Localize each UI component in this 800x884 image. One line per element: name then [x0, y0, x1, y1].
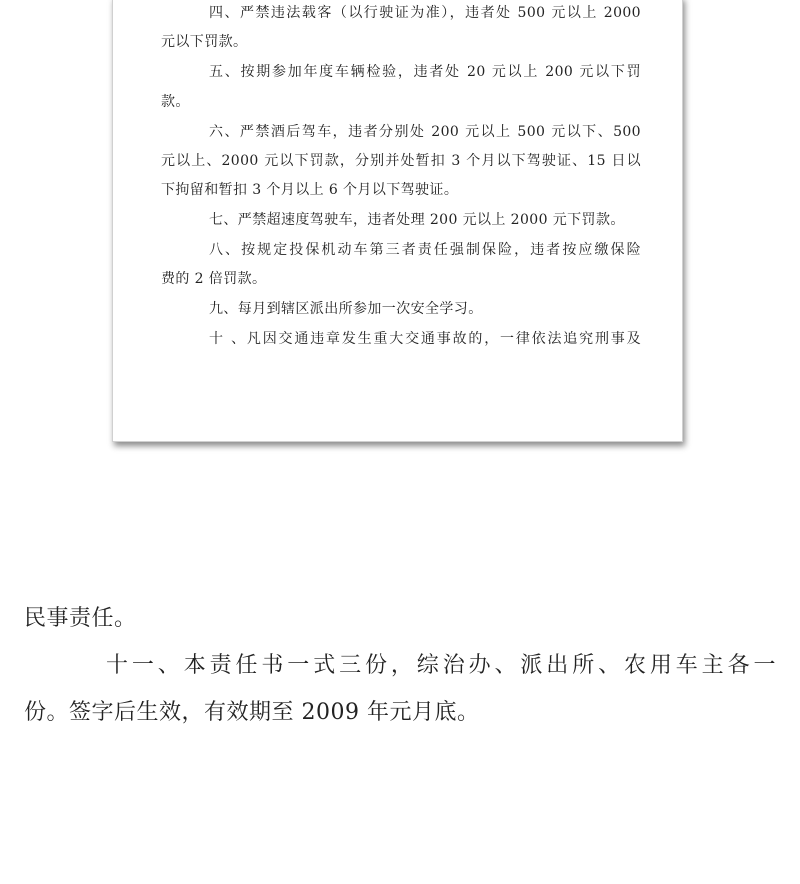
card-line: 元以下罚款。 [161, 34, 248, 50]
document-page-preview [112, 0, 683, 442]
card-line: 款。 [161, 94, 190, 110]
card-line: 费的 2 倍罚款。 [161, 271, 267, 287]
body-text-line: 十一、本责任书一式三份，综治办、派出所、农用车主各一 [106, 653, 776, 678]
card-line: 五、按期参加年度车辆检验，违者处 20 元以上 200 元以下罚 [209, 64, 641, 80]
card-line: 七、严禁超速度驾驶车，违者处理 200 元以上 2000 元下罚款。 [209, 212, 625, 228]
card-line: 九、每月到辖区派出所参加一次安全学习。 [209, 301, 483, 317]
card-line: 六、严禁酒后驾车，违者分别处 200 元以上 500 元以下、500 [209, 124, 641, 140]
card-line: 四、严禁违法载客（以行驶证为准），违者处 500 元以上 2000 [209, 5, 641, 21]
card-line: 下拘留和暂扣 3 个月以上 6 个月以下驾驶证。 [161, 182, 459, 198]
card-line: 十 、凡因交通违章发生重大交通事故的，一律依法追究刑事及 [209, 331, 641, 347]
body-text-line: 民事责任。 [24, 606, 137, 631]
card-line: 元以上、2000 元以下罚款，分别并处暂扣 3 个月以下驾驶证、15 日以 [161, 153, 641, 169]
card-line: 八、按规定投保机动车第三者责任强制保险，违者按应缴保险 [209, 242, 641, 258]
body-text-line: 份。签字后生效，有效期至 2009 年元月底。 [24, 700, 480, 725]
